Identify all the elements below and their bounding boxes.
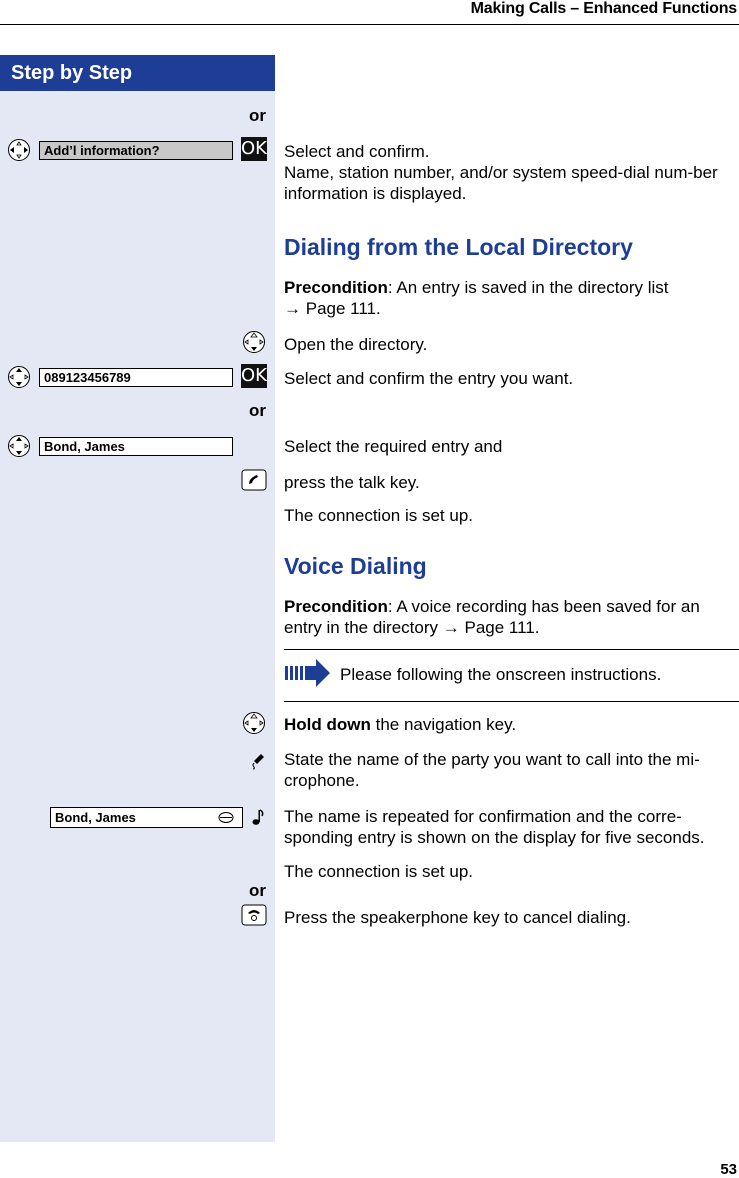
hold-down-bold: Hold down [284, 715, 371, 734]
arrow-right-icon: → [284, 299, 301, 318]
display-additional-info: Add’l information? [39, 141, 233, 160]
open-directory-text: Open the directory. [284, 335, 428, 354]
music-note-icon [251, 807, 265, 827]
select-entry-text: Select the required entry and [284, 437, 503, 456]
display-name-2-text: Bond, James [55, 810, 136, 825]
precondition-label: Precondition [284, 597, 388, 616]
ok-key-icon: OK [241, 365, 267, 386]
arrow-right-icon: → [442, 618, 460, 637]
navigation-key-up-down-icon [242, 711, 266, 735]
press-talk-text: press the talk key. [284, 473, 420, 492]
select-confirm-text: Select and confirm. [284, 142, 430, 161]
or-label: or [249, 881, 266, 900]
navigation-key-left-right-icon [7, 138, 31, 162]
navigation-key-icon [7, 365, 31, 389]
speakerphone-key-icon [241, 904, 267, 926]
page-ref-2: Page 111. [464, 618, 540, 637]
display-name-2 [50, 807, 243, 828]
precondition-1-text: : An entry is saved in the directory list [387, 278, 669, 297]
page-ref-1: Page 111. [305, 299, 381, 318]
microphone-icon [250, 752, 266, 770]
note-arrow-icon [284, 658, 332, 688]
step-by-step-title: Step by Step [0, 55, 275, 91]
page-header-title: Making Calls – Enhanced Functions [470, 0, 737, 17]
select-confirm-entry-text: Select and confirm the entry you want. [284, 369, 574, 388]
connection-set-up-2: The connection is set up. [284, 862, 474, 881]
display-name-1: Bond, James [39, 437, 233, 456]
precondition-1 [284, 277, 736, 319]
heading-local-directory: Dialing from the Local Directory [284, 234, 633, 260]
step-by-step-column [0, 55, 275, 1142]
note-rule-top [284, 649, 739, 650]
info-displayed-text: Name, station number, and/or system speed-dial num-ber information is displayed. [284, 163, 718, 203]
note-rule-bottom [284, 701, 739, 702]
note-text: Please following the onscreen instructions. [340, 665, 662, 684]
page-number: 53 [720, 1161, 737, 1178]
navigation-key-up-down-icon [242, 330, 266, 354]
hold-down-rest: the navigation key. [370, 715, 517, 734]
or-label: or [249, 401, 266, 420]
display-number: 089123456789 [39, 368, 233, 387]
connection-set-up-1: The connection is set up. [284, 506, 474, 525]
name-repeated-text: The name is repeated for confirmation and the corre-sponding entry is shown on the display for five seconds. [284, 807, 705, 847]
ok-key-icon: OK [241, 138, 267, 159]
navigation-key-icon [7, 434, 31, 458]
heading-voice-dialing: Voice Dialing [284, 553, 427, 579]
precondition-label: Precondition [284, 278, 388, 297]
precondition-2-text: : A voice recording has been saved for an entry in the directory [284, 597, 700, 637]
hold-down-text [284, 714, 736, 735]
voice-lips-icon [218, 811, 234, 824]
header-rule [0, 24, 739, 25]
speakerphone-text: Press the speakerphone key to cancel dialing. [284, 908, 631, 927]
talk-key-icon [241, 469, 267, 491]
or-label: or [249, 106, 266, 125]
state-name-text: State the name of the party you want to call into the mi-crophone. [284, 750, 700, 790]
precondition-2 [284, 596, 736, 638]
